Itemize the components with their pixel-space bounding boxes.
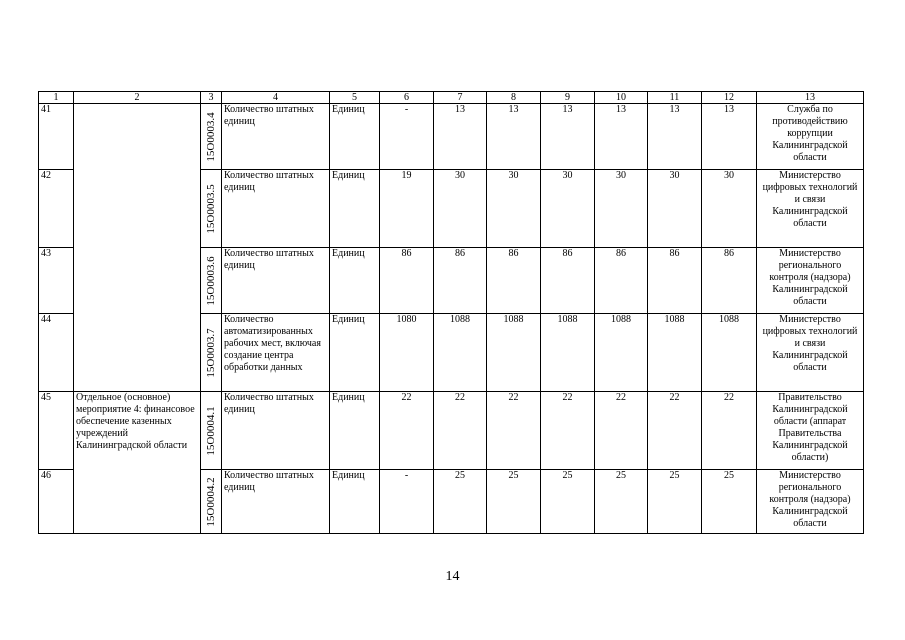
table-row bbox=[39, 392, 864, 470]
code-text: 15O0004.1 bbox=[205, 405, 217, 456]
value-col10: 22 bbox=[595, 392, 648, 470]
indicator-code bbox=[201, 314, 222, 392]
responsible-org: Министерство цифровых технологий и связи Калининградской области bbox=[757, 170, 864, 248]
header-cell: 1 bbox=[39, 92, 74, 104]
responsible-org: Правительство Калининградской области (аппарат Правительства Калининградской области) bbox=[757, 392, 864, 470]
value-col11: 13 bbox=[648, 104, 702, 170]
code-text: 15O0003.4 bbox=[205, 111, 217, 162]
row-number: 45 bbox=[39, 392, 74, 470]
indicator-name: Количество автоматизированных рабочих мест, включая создание центра обработки данных bbox=[222, 314, 330, 392]
value-col11: 1088 bbox=[648, 314, 702, 392]
value-col7: 13 bbox=[434, 104, 487, 170]
value-col6: - bbox=[380, 104, 434, 170]
indicator-name: Количество штатных единиц bbox=[222, 470, 330, 534]
value-col9: 22 bbox=[541, 392, 595, 470]
value-col6: - bbox=[380, 470, 434, 534]
indicator-name: Количество штатных единиц bbox=[222, 392, 330, 470]
value-col10: 30 bbox=[595, 170, 648, 248]
event-description: Отдельное (основное) мероприятие 4: финансовое обеспечение казенных учреждений Калининградской области bbox=[74, 392, 201, 534]
unit-cell: Единиц bbox=[330, 392, 380, 470]
value-col7: 1088 bbox=[434, 314, 487, 392]
header-cell: 5 bbox=[330, 92, 380, 104]
header-row bbox=[39, 92, 864, 104]
value-col8: 25 bbox=[487, 470, 541, 534]
value-col6: 86 bbox=[380, 248, 434, 314]
value-col7: 30 bbox=[434, 170, 487, 248]
indicator-code bbox=[201, 104, 222, 170]
value-col9: 25 bbox=[541, 470, 595, 534]
value-col11: 30 bbox=[648, 170, 702, 248]
unit-cell: Единиц bbox=[330, 314, 380, 392]
header-cell: 6 bbox=[380, 92, 434, 104]
value-col8: 22 bbox=[487, 392, 541, 470]
row-number: 44 bbox=[39, 314, 74, 392]
indicator-code bbox=[201, 392, 222, 470]
code-text: 15O0004.2 bbox=[205, 476, 217, 527]
value-col9: 30 bbox=[541, 170, 595, 248]
indicator-name: Количество штатных единиц bbox=[222, 104, 330, 170]
value-col8: 13 bbox=[487, 104, 541, 170]
value-col10: 13 bbox=[595, 104, 648, 170]
value-col9: 13 bbox=[541, 104, 595, 170]
indicator-code bbox=[201, 248, 222, 314]
responsible-org: Министерство регионального контроля (надзора) Калининградской области bbox=[757, 470, 864, 534]
value-col9: 86 bbox=[541, 248, 595, 314]
row-number: 43 bbox=[39, 248, 74, 314]
value-col8: 1088 bbox=[487, 314, 541, 392]
value-col12: 1088 bbox=[702, 314, 757, 392]
header-cell: 11 bbox=[648, 92, 702, 104]
code-text: 15O0003.6 bbox=[205, 255, 217, 306]
value-col10: 1088 bbox=[595, 314, 648, 392]
value-col9: 1088 bbox=[541, 314, 595, 392]
value-col12: 30 bbox=[702, 170, 757, 248]
code-text: 15O0003.7 bbox=[205, 327, 217, 378]
value-col8: 86 bbox=[487, 248, 541, 314]
header-cell: 9 bbox=[541, 92, 595, 104]
value-col8: 30 bbox=[487, 170, 541, 248]
indicator-name: Количество штатных единиц bbox=[222, 170, 330, 248]
responsible-org: Министерство цифровых технологий и связи Калининградской области bbox=[757, 314, 864, 392]
row-number: 42 bbox=[39, 170, 74, 248]
value-col12: 86 bbox=[702, 248, 757, 314]
header-cell: 13 bbox=[757, 92, 864, 104]
indicator-code bbox=[201, 470, 222, 534]
page-number: 14 bbox=[445, 569, 460, 584]
value-col7: 22 bbox=[434, 392, 487, 470]
header-cell: 3 bbox=[201, 92, 222, 104]
value-col7: 25 bbox=[434, 470, 487, 534]
unit-cell: Единиц bbox=[330, 470, 380, 534]
value-col11: 25 bbox=[648, 470, 702, 534]
header-cell: 4 bbox=[222, 92, 330, 104]
value-col6: 19 bbox=[380, 170, 434, 248]
table-row bbox=[39, 104, 864, 170]
row-number: 41 bbox=[39, 104, 74, 170]
code-text: 15O0003.5 bbox=[205, 183, 217, 234]
row-number: 46 bbox=[39, 470, 74, 534]
value-col7: 86 bbox=[434, 248, 487, 314]
indicators-table bbox=[38, 91, 864, 534]
header-cell: 10 bbox=[595, 92, 648, 104]
responsible-org: Министерство регионального контроля (надзора) Калининградской области bbox=[757, 248, 864, 314]
value-col11: 86 bbox=[648, 248, 702, 314]
indicator-code bbox=[201, 170, 222, 248]
value-col12: 13 bbox=[702, 104, 757, 170]
unit-cell: Единиц bbox=[330, 248, 380, 314]
responsible-org: Служба по противодействию коррупции Калининградской области bbox=[757, 104, 864, 170]
unit-cell: Единиц bbox=[330, 104, 380, 170]
indicator-name: Количество штатных единиц bbox=[222, 248, 330, 314]
value-col10: 25 bbox=[595, 470, 648, 534]
header-cell: 12 bbox=[702, 92, 757, 104]
value-col6: 1080 bbox=[380, 314, 434, 392]
unit-cell: Единиц bbox=[330, 170, 380, 248]
header-cell: 2 bbox=[74, 92, 201, 104]
value-col6: 22 bbox=[380, 392, 434, 470]
header-cell: 7 bbox=[434, 92, 487, 104]
value-col12: 22 bbox=[702, 392, 757, 470]
value-col11: 22 bbox=[648, 392, 702, 470]
value-col12: 25 bbox=[702, 470, 757, 534]
event-cell-empty bbox=[74, 104, 201, 392]
value-col10: 86 bbox=[595, 248, 648, 314]
header-cell: 8 bbox=[487, 92, 541, 104]
